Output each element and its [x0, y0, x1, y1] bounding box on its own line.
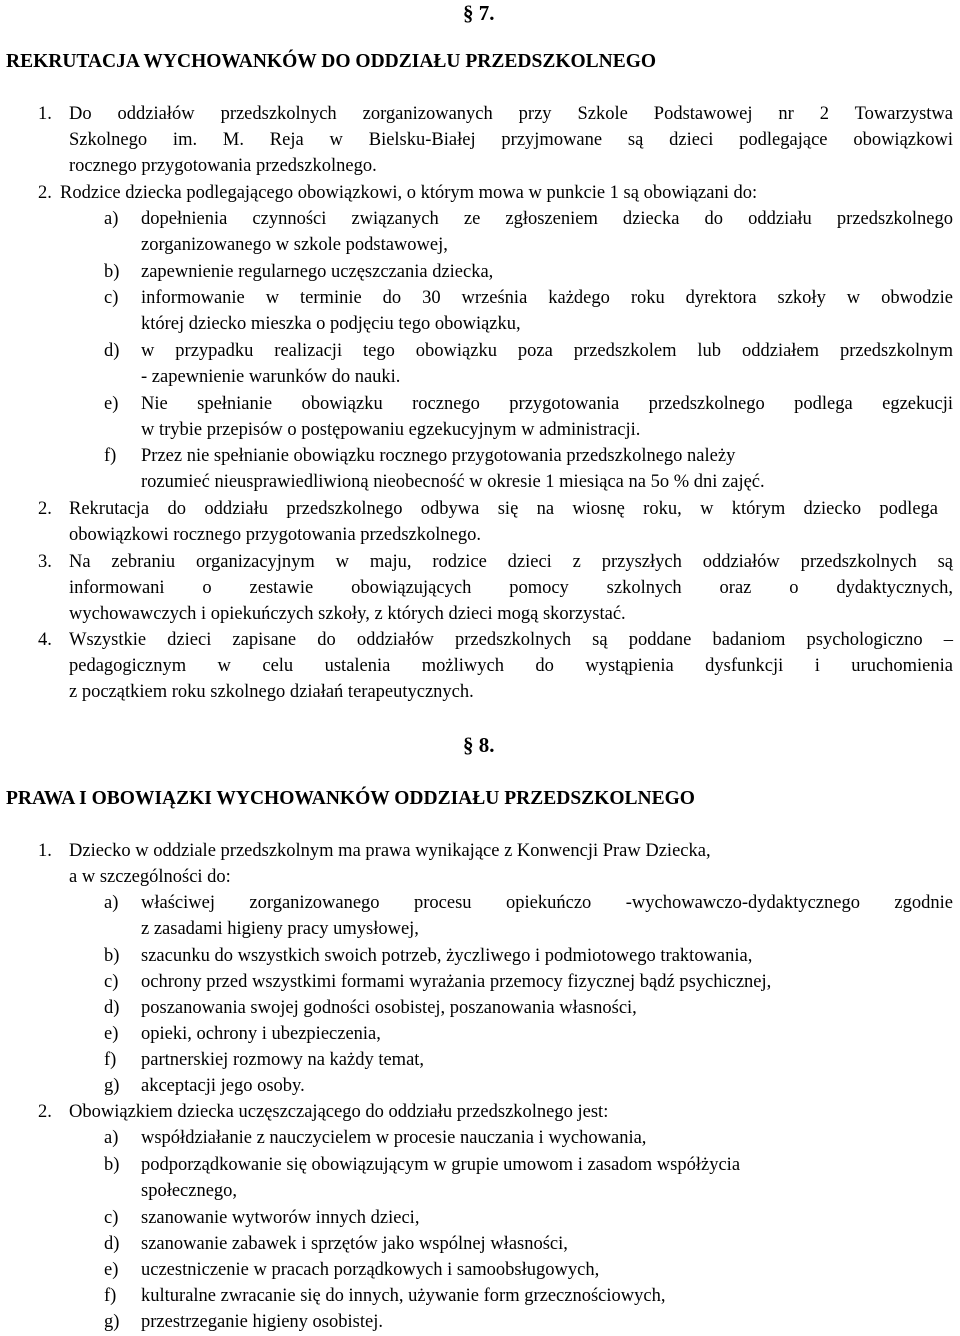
s7-p3-number: 2. [38, 499, 52, 519]
s8-p2-item-text: społecznego, [141, 1181, 238, 1201]
s8-p1-number: 1. [38, 841, 52, 861]
s8-p2-item-text: podporządkowanie się obowiązującym w grupie umowom i zasadom współżycia [141, 1155, 741, 1175]
s8-p2-item-letter: f) [104, 1286, 117, 1306]
s7-p2-line: Rodzice dziecka podlegającego obowiązkowi, o którym mowa w punkcie 1 są obowiązani do: [60, 183, 758, 203]
s7-p3-line: obowiązkowi rocznego przygotowania przedszkolnego. [69, 525, 481, 545]
s8-p2-item-text: współdziałanie z nauczycielem w procesie nauczania i wychowania, [141, 1128, 647, 1148]
s8-p2-line: Obowiązkiem dziecka uczęszczającego do oddziału przedszkolnego jest: [69, 1102, 609, 1122]
s8-p1-item-letter: c) [104, 972, 119, 992]
s8-p1-item-text: szacunku do wszystkich swoich potrzeb, życzliwego i podmiotowego traktowania, [141, 946, 753, 966]
s8-p2-item-text: uczestniczenie w pracach porządkowych i samoobsługowych, [141, 1260, 600, 1280]
s7-p2-item-text: zorganizowanego w szkole podstawowej, [141, 235, 448, 255]
s8-p1-item-text: opieki, ochrony i ubezpieczenia, [141, 1024, 381, 1044]
s8-p1-item-letter: a) [104, 893, 119, 913]
s8-p2-item-letter: c) [104, 1208, 119, 1228]
s8-p1-item-text: właściwej zorganizowanego procesu opiekuńczo -wychowawczo-dydaktycznego zgodnie [141, 893, 953, 913]
section-8-number: § 8. [463, 733, 495, 757]
s7-p2-item-letter: f) [104, 446, 117, 466]
s7-p2-item-text: Przez nie spełnianie obowiązku rocznego przygotowania przedszkolnego należy [141, 446, 736, 466]
section-7-title: REKRUTACJA WYCHOWANKÓW DO ODDZIAŁU PRZEDSZKOLNEGO [6, 51, 657, 72]
s8-p1-item-text: ochrony przed wszystkimi formami wyrażania przemocy fizycznej bądź psychicznej, [141, 972, 772, 992]
s7-p2-item-letter: c) [104, 288, 119, 308]
s7-p2-item-text: zapewnienie regularnego uczęszczania dziecka, [141, 262, 494, 282]
s7-p2-item-text: rozumieć nieusprawiedliwioną nieobecność w okresie 1 miesiąca na 5o % dni zajęć. [141, 472, 765, 492]
s8-p2-item-text: szanowanie wytworów innych dzieci, [141, 1208, 420, 1228]
s7-p2-number: 2. [38, 183, 52, 203]
s7-p2-item-text: w trybie przepisów o postępowaniu egzekucyjnym w administracji. [141, 420, 641, 440]
s8-p1-item-text: akceptacji jego osoby. [141, 1076, 305, 1096]
s8-p1-item-letter: e) [104, 1024, 119, 1044]
s8-p1-line: a w szczególności do: [69, 867, 231, 887]
s7-p4-line: informowani o zestawie obowiązujących pomocy szkolnych oraz o dydaktycznych, [69, 578, 953, 598]
s7-p3-line: Rekrutacja do oddziału przedszkolnego odbywa się na wiosnę roku, w którym dziecko podlega [69, 499, 938, 519]
s8-p2-item-text: szanowanie zabawek i sprzętów jako wspólnej własności, [141, 1234, 568, 1254]
s7-p4-number: 3. [38, 552, 52, 572]
section-7-number: § 7. [463, 1, 495, 25]
s8-p1-item-letter: b) [104, 946, 120, 966]
s7-p4-line: wychowawczych i opiekuńczych szkoły, z których dzieci mogą skorzystać. [69, 604, 626, 624]
s8-p2-item-text: kulturalne zwracanie się do innych, używanie form grzecznościowych, [141, 1286, 666, 1306]
s7-p1-number: 1. [38, 104, 52, 124]
s7-p1-line: Do oddziałów przedszkolnych zorganizowanych przy Szkole Podstawowej nr 2 Towarzystwa [69, 104, 953, 124]
s7-p2-item-text: Nie spełnianie obowiązku rocznego przygotowania przedszkolnego podlega egzekucji [141, 394, 953, 414]
s7-p5-line: Wszystkie dzieci zapisane do oddziałów przedszkolnych są poddane badaniom psychologiczno – [69, 630, 953, 650]
s7-p2-item-text: informowanie w terminie do 30 września każdego roku dyrektora szkoły w obwodzie [141, 288, 953, 308]
s7-p5-number: 4. [38, 630, 52, 650]
s8-p1-item-text: partnerskiej rozmowy na każdy temat, [141, 1050, 425, 1070]
s7-p1-line: rocznego przygotowania przedszkolnego. [69, 156, 377, 176]
s7-p2-item-letter: b) [104, 262, 120, 282]
s8-p1-item-letter: d) [104, 998, 120, 1018]
s7-p2-item-text: której dziecko mieszka o podjęciu tego obowiązku, [141, 314, 521, 334]
s8-p2-item-letter: b) [104, 1155, 120, 1175]
s8-p2-item-letter: a) [104, 1128, 119, 1148]
s7-p2-item-letter: d) [104, 341, 120, 361]
s7-p2-item-text: dopełnienia czynności związanych ze zgłoszeniem dziecka do oddziału przedszkolnego [141, 209, 953, 229]
s8-p2-item-letter: e) [104, 1260, 119, 1280]
s8-p2-number: 2. [38, 1102, 52, 1122]
s7-p2-item-letter: e) [104, 394, 119, 414]
s7-p4-line: Na zebraniu organizacyjnym w maju, rodzice dzieci z przyszłych oddziałów przedszkolnych są [69, 552, 953, 572]
s8-p1-item-letter: f) [104, 1050, 117, 1070]
s8-p1-item-text: poszanowania swojej godności osobistej, poszanowania własności, [141, 998, 637, 1018]
s7-p2-item-text: w przypadku realizacji tego obowiązku poza przedszkolem lub oddziałem przedszkolnym [141, 341, 953, 361]
s7-p2-item-text: - zapewnienie warunków do nauki. [141, 367, 401, 387]
s8-p1-item-letter: g) [104, 1076, 120, 1096]
s8-p1-item-text: z zasadami higieny pracy umysłowej, [141, 919, 419, 939]
s8-p2-item-text: przestrzeganie higieny osobistej. [141, 1312, 383, 1332]
s8-p2-item-letter: d) [104, 1234, 120, 1254]
s7-p2-item-letter: a) [104, 209, 119, 229]
s7-p5-line: z początkiem roku szkolnego działań terapeutycznych. [69, 682, 474, 702]
s7-p5-line: pedagogicznym w celu ustalenia możliwych do wystąpienia dysfunkcji i uruchomienia [69, 656, 953, 676]
s7-p1-line: Szkolnego im. M. Reja w Bielsku-Białej przyjmowane są dzieci podlegające obowiązkowi [69, 130, 953, 150]
s8-p1-line: Dziecko w oddziale przedszkolnym ma prawa wynikające z Konwencji Praw Dziecka, [69, 841, 711, 861]
section-8-title: PRAWA I OBOWIĄZKI WYCHOWANKÓW ODDZIAŁU PRZEDSZKOLNEGO [6, 788, 695, 809]
s8-p2-item-letter: g) [104, 1312, 120, 1332]
